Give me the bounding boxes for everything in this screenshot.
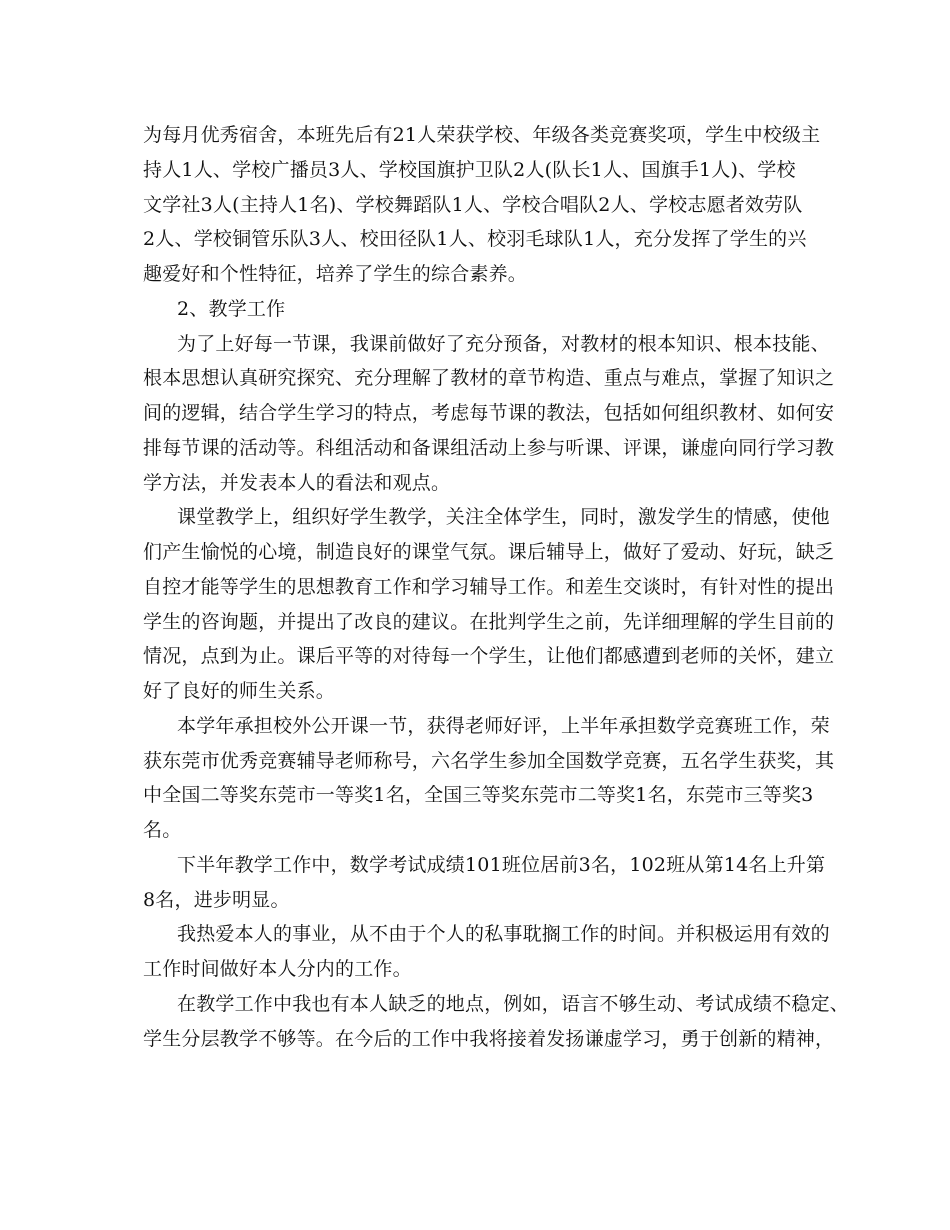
text-line: 为了上好每一节课，我课前做好了充分预备，对教材的根本知识、根本技能、 xyxy=(177,332,830,355)
text-line: 为每月优秀宿舍，本班先后有21人荣获学校、年级各类竞赛奖项，学生中校级主 xyxy=(143,124,821,146)
text-line: 学生的咨询题，并提出了改良的建议。在批判学生之前，先详细理解的学生目前的 xyxy=(143,610,835,633)
text-line: 文学社3人(主持人1名)、学校舞蹈队1人、学校合唱队2人、学校志愿者效劳队 xyxy=(143,193,803,216)
text-line: 持人1人、学校广播员3人、学校国旗护卫队2人(队长1人、国旗手1人)、学校 xyxy=(143,158,796,181)
text-line: 中全国二等奖东莞市一等奖1名，全国三等奖东莞市二等奖1名，东莞市三等奖3 xyxy=(143,784,814,807)
text-line: 课堂教学上，组织好学生教学，关注全体学生，同时，激发学生的情感，使他 xyxy=(177,506,830,529)
text-line: 们产生愉悦的心境，制造良好的课堂气氛。课后辅导上，做好了爱动、好玩，缺乏 xyxy=(143,541,835,563)
text-line: 8名，进步明显。 xyxy=(143,888,290,911)
text-line: 2、教学工作 xyxy=(177,297,286,320)
text-line: 排每节课的活动等。科组活动和备课组活动上参与听课、评课，谦虚向同行学习教 xyxy=(143,436,835,459)
text-line: 间的逻辑，结合学生学习的特点，考虑每节课的教法，包括如何组织教材、如何安 xyxy=(143,402,835,424)
text-line: 学方法，并发表本人的看法和观点。 xyxy=(143,471,451,494)
text-line: 根本思想认真研究探究、充分理解了教材的章节构造、重点与难点，掌握了知识之 xyxy=(143,367,835,390)
text-line: 名。 xyxy=(143,819,182,841)
text-line: 获东莞市优秀竞赛辅导老师称号，六名学生参加全国数学竞赛，五名学生获奖，其 xyxy=(143,749,835,772)
text-line: 学生分层教学不够等。在今后的工作中我将接着发扬谦虚学习，勇于创新的精神， xyxy=(143,1027,835,1050)
document-body xyxy=(143,118,850,1056)
text-line: 2人、学校铜管乐队3人、校田径队1人、校羽毛球队1人，充分发挥了学生的兴 xyxy=(143,228,807,251)
text-line: 下半年教学工作中，数学考试成绩101班位居前3名，102班从第14名上升第 xyxy=(177,853,826,876)
text-line: 我热爱本人的事业，从不由于个人的私事耽搁工作的时间。并积极运用有效的 xyxy=(177,923,830,946)
text-line: 趣爱好和个性特征，培养了学生的综合素养。 xyxy=(143,263,528,285)
text-line: 工作时间做好本人分内的工作。 xyxy=(143,958,412,980)
text-line: 自控才能等学生的思想教育工作和学习辅导工作。和差生交谈时，有针对性的提出 xyxy=(143,575,835,598)
text-line: 本学年承担校外公开课一节，获得老师好评，上半年承担数学竞赛班工作，荣 xyxy=(177,714,830,737)
text-line: 情况，点到为止。课后平等的对待每一个学生，让他们都感遭到老师的关怀，建立 xyxy=(143,645,835,668)
text-line: 在教学工作中我也有本人缺乏的地点，例如，语言不够生动、考试成绩不稳定、 xyxy=(177,992,850,1015)
text-line: 好了良好的师生关系。 xyxy=(143,680,336,702)
